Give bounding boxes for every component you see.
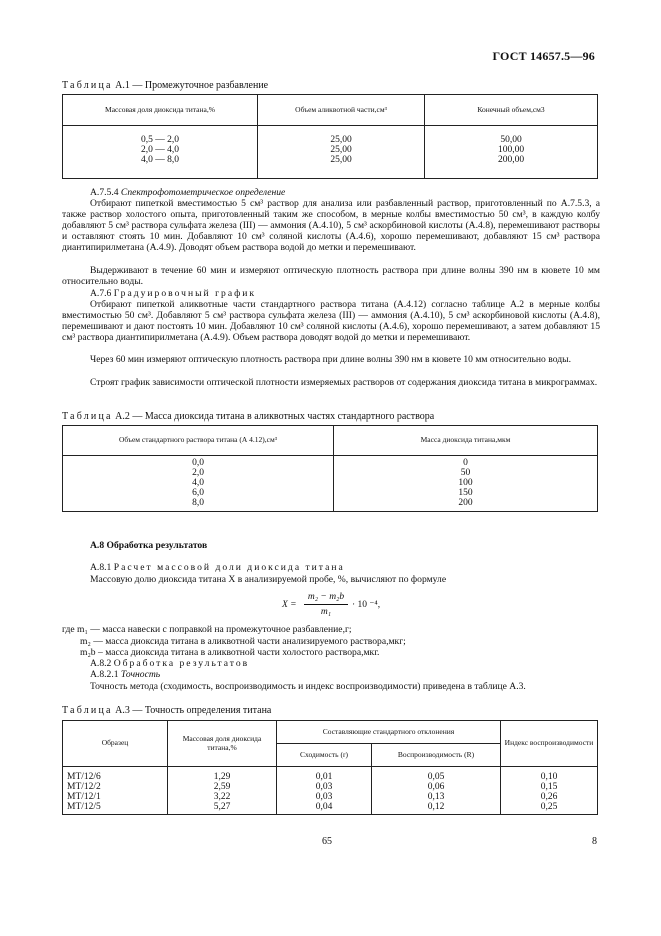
table-a3-cell: 0,25: [540, 802, 558, 812]
table-a1: [62, 94, 598, 179]
table-a1-col2: [258, 126, 425, 179]
table-a2-cell: 0: [463, 458, 468, 468]
table-a3-cell: 0,10: [540, 772, 558, 782]
formula-lhs: X =: [282, 600, 297, 610]
table-a1-cell: 200,00: [497, 155, 525, 165]
formula: [282, 591, 442, 621]
table-a1-cell: 2,0 — 4,0: [141, 145, 179, 155]
table-a3-caption-text: — Точность определения титана: [132, 705, 272, 716]
table-a3-caption: [62, 705, 271, 717]
table-a3: [62, 720, 598, 815]
page-number-right: 8: [592, 836, 597, 847]
table-a3-cell: МТ/12/1: [67, 792, 101, 802]
table-a1-header-2: Объем аликвотной части,см³: [258, 95, 425, 126]
table-a3-header-index: Индекс воспроизводимости: [501, 721, 598, 767]
table-a3-cell: 0,03: [315, 792, 333, 802]
table-a2: [62, 425, 598, 512]
table-a2-caption-text: — Масса диоксида титана в аликвотных частях стандартного раствора: [132, 411, 435, 422]
table-a3-header-group: Составляющие стандартного отклонения: [277, 721, 501, 744]
table-a2-cell: 2,0: [192, 468, 204, 478]
table-a2-header-1: Объем стандартного раствора титана (А 4.12),см³: [63, 426, 334, 456]
table-a3-cell: 2,59: [213, 782, 231, 792]
table-a2-cell: 6,0: [192, 488, 204, 498]
table-a2-cell: 100: [458, 478, 473, 488]
table-a1-header-1: Массовая доля диоксида титана,%: [63, 95, 258, 126]
table-a1-caption-prefix: Таблица: [62, 80, 113, 91]
table-a2-cell: 0,0: [192, 458, 204, 468]
section-a76-title: Градуировочный график: [113, 288, 257, 299]
table-a1-cell: 25,00: [330, 145, 352, 155]
table-a2-caption-prefix: Таблица: [62, 411, 113, 422]
table-a1-cell: 25,00: [330, 135, 352, 145]
section-a82-title: Обработка результатов: [113, 658, 250, 669]
table-a3-cell: 0,26: [540, 792, 558, 802]
table-a2-cell: 150: [458, 488, 473, 498]
section-a8-heading: А.8 Обработка результатов: [90, 540, 208, 551]
table-a2-cell: 50: [460, 468, 471, 478]
section-a821-number: А.8.2.1: [90, 669, 119, 680]
table-a3-header-mass: Массовая доля диоксида титана,%: [168, 721, 277, 767]
table-a3-caption-id: А.3: [115, 705, 130, 716]
table-a3-col-mass: [168, 767, 277, 815]
table-a3-col-R: [372, 767, 501, 815]
table-a2-header-2: Масса диоксида титана,мкм: [334, 426, 598, 456]
table-a3-cell: 5,27: [213, 802, 231, 812]
table-a1-col1: [63, 126, 258, 179]
table-a1-cell: 50,00: [500, 135, 522, 145]
formula-where-3: m₂b – масса диоксида титана в аликвотной части холостого раствора,мкг.: [80, 647, 380, 658]
table-a1-caption: [62, 80, 268, 92]
section-a81-intro: Массовую долю диоксида титана X в анализируемой пробе, %, вычисляют по формуле: [90, 574, 447, 585]
section-a76-number: А.7.6: [90, 288, 112, 299]
table-a3-cell: 0,04: [315, 802, 333, 812]
table-a2-col2: [334, 456, 598, 512]
formula-numerator: m₂ − m₂b: [307, 592, 345, 602]
table-a1-cell: 100,00: [497, 145, 525, 155]
table-a3-cell: 1,29: [213, 772, 231, 782]
table-a3-cell: 0,13: [427, 792, 445, 802]
table-a3-header-sample: Образец: [63, 721, 168, 767]
table-a3-col-index: [501, 767, 598, 815]
section-a76-paragraph-1: Отбирают пипеткой аликвотные части стандартного раствора титана (А.4.12) согласно таблице А.2 в мерные колбы вместимостью 50 см³. Добавляют 5 см³ раствора сульфата железа (III) — аммония (А.4.10), 5 см³ аскорбиновой кислоты (А.4.8), перемешивают и дают постоять 10 мин. Добавляют 10 см³ соляной кислоты (А.4.6), хорошо перемешивают, а затем добавляют 15 см³ раствора диантипирилметана (А.4.9). Объем раствора доводят водой до метки и перемешивают.: [62, 299, 600, 343]
section-a821-text: Точность метода (сходимость, воспроизводимость и индекс воспроизводимости) приведена в таблице А.3.: [90, 681, 526, 692]
table-a3-cell: 0,12: [427, 802, 445, 812]
table-a1-caption-text: — Промежуточное разбавление: [132, 80, 269, 91]
table-a3-cell: 0,06: [427, 782, 445, 792]
table-a1-col3: [425, 126, 598, 179]
formula-fraction-bar: [304, 604, 348, 605]
table-a3-col-sample: [63, 767, 168, 815]
section-a76-heading: [62, 288, 600, 299]
table-a1-caption-id: А.1: [115, 80, 130, 91]
section-a821-heading: [62, 669, 600, 680]
section-a754-heading: [62, 187, 600, 198]
section-a81-number: А.8.1: [90, 562, 112, 573]
table-a2-cell: 8,0: [192, 498, 204, 508]
table-a1-cell: 0,5 — 2,0: [141, 135, 179, 145]
section-a76-paragraph-3: Строят график зависимости оптической плотности измеряемых растворов от содержания диоксида титана в микрограммах.: [90, 377, 598, 388]
table-a2-cell: 4,0: [192, 478, 204, 488]
table-a3-caption-prefix: Таблица: [62, 705, 113, 716]
page-number-center: 65: [322, 836, 332, 847]
document-code: ГОСТ 14657.5—96: [492, 49, 595, 63]
section-a82-heading: [62, 658, 600, 669]
formula-where-2: m₂ — масса диоксида титана в аликвотной части анализируемого раствора,мкг;: [80, 636, 406, 647]
table-a3-cell: МТ/12/2: [67, 782, 101, 792]
table-a3-col-r: [277, 767, 372, 815]
formula-where-1: где m₁ — масса навески с поправкой на промежуточное разбавление,г;: [62, 624, 352, 635]
table-a3-header-r: Сходимость (r): [277, 744, 372, 767]
section-a81-title: Расчет массовой доли диоксида титана: [113, 562, 345, 573]
table-a3-cell: МТ/12/5: [67, 802, 101, 812]
section-a754-number: А.7.5.4: [90, 187, 119, 198]
section-a754-paragraph-2: Выдерживают в течение 60 мин и измеряют оптическую плотность раствора при длине волны 390 нм в кювете 10 мм относительно воды.: [62, 265, 600, 287]
table-a2-caption: [62, 411, 434, 423]
section-a76-paragraph-2: Через 60 мин измеряют оптическую плотность раствора при длине волны 390 нм в кювете 10 мм относительно воды.: [90, 354, 571, 365]
table-a3-cell: 0,15: [540, 782, 558, 792]
table-a3-cell: 0,01: [315, 772, 333, 782]
table-a2-cell: 200: [458, 498, 473, 508]
table-a3-cell: 3,22: [213, 792, 231, 802]
table-a3-cell: МТ/12/6: [67, 772, 101, 782]
section-a81-heading: [62, 562, 600, 573]
section-a82-number: А.8.2: [90, 658, 112, 669]
formula-tail: · 10 ⁻⁴,: [352, 600, 381, 610]
table-a1-cell: 25,00: [330, 155, 352, 165]
table-a1-header-3: Конечный объем,см3: [425, 95, 598, 126]
section-a754-title: Спектрофотометрическое определение: [120, 187, 286, 198]
table-a3-header-R: Воспроизводимость (R): [372, 744, 501, 767]
table-a2-caption-id: А.2: [115, 411, 130, 422]
table-a3-cell: 0,05: [427, 772, 445, 782]
table-a1-cell: 4,0 — 8,0: [141, 155, 179, 165]
section-a754-paragraph-1: Отбирают пипеткой вместимостью 5 см³ раствор для анализа или разбавленный раствор, приготовленный по А.7.5.3, а также раствор холостого опыта, приготовленный таким же способом, в мерные колбы вместимостью 50 см³, в каждую колбу добавляют 5 см³ раствора сульфата железа (III) — аммония (А.4.10), 5 см³ аскорбиновой кислоты (А.4.8), перемешивают растворы и оставляют стоять 10 мин. Добавляют 10 см³ соляной кислоты (А.4.6), хорошо перемешивают, добавляют 15 см³ раствора диантипирилметана (А.4.9). Доводят объем раствора водой до метки и перемешивают.: [62, 198, 600, 253]
table-a3-cell: 0,03: [315, 782, 333, 792]
section-a821-title: Точность: [120, 669, 161, 680]
formula-denominator: m₁: [320, 607, 332, 617]
table-a2-col1: [63, 456, 334, 512]
